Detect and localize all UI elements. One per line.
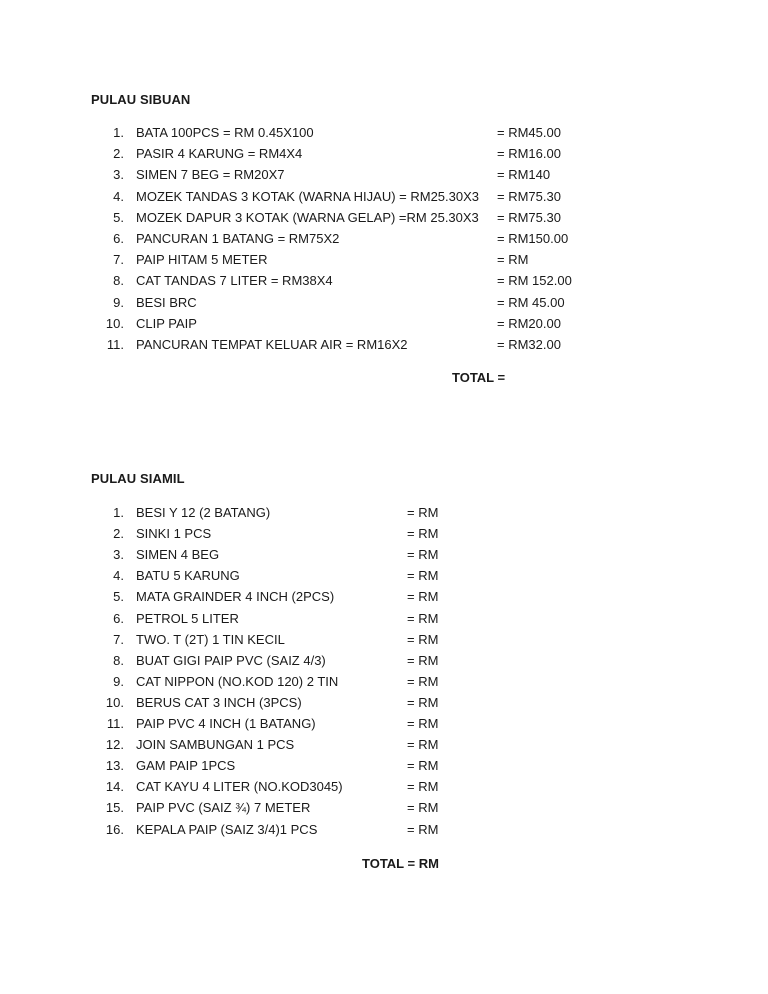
item-description: SINKI 1 PCS bbox=[136, 526, 212, 542]
item-amount: = RM bbox=[407, 800, 439, 816]
item-number: 7. bbox=[113, 252, 124, 268]
section-heading-pulau-sibuan: PULAU SIBUAN bbox=[91, 92, 191, 107]
item-description: PAIP PVC (SAIZ ¾) 7 METER bbox=[136, 800, 311, 816]
item-description: PAIP HITAM 5 METER bbox=[136, 252, 268, 268]
item-description: MOZEK DAPUR 3 KOTAK (WARNA GELAP) =RM 25.30X3 bbox=[136, 209, 479, 225]
item-description: BERUS CAT 3 INCH (3PCS) bbox=[136, 694, 302, 710]
list-item bbox=[0, 798, 768, 818]
item-number: 13. bbox=[105, 758, 124, 774]
item-description: CAT TANDAS 7 LITER = RM38X4 bbox=[136, 273, 333, 289]
item-number: 10. bbox=[105, 694, 124, 710]
item-description: MATA GRAINDER 4 INCH (2PCS) bbox=[136, 589, 335, 605]
item-description: SIMEN 7 BEG = RM20X7 bbox=[136, 167, 285, 183]
list-item bbox=[0, 293, 768, 313]
item-description: CAT NIPPON (NO.KOD 120) 2 TIN bbox=[136, 673, 339, 689]
list-item bbox=[0, 735, 768, 755]
item-number: 12. bbox=[105, 737, 124, 753]
item-number: 7. bbox=[113, 631, 124, 647]
item-number: 3. bbox=[113, 547, 124, 563]
item-amount: = RM bbox=[407, 547, 439, 563]
list-item bbox=[0, 651, 768, 671]
list-item bbox=[0, 123, 768, 143]
item-description: JOIN SAMBUNGAN 1 PCS bbox=[136, 737, 295, 753]
item-amount: = RM bbox=[407, 673, 439, 689]
item-amount: = RM bbox=[407, 694, 439, 710]
item-amount: = RM bbox=[407, 737, 439, 753]
item-description: TWO. T (2T) 1 TIN KECIL bbox=[136, 631, 285, 647]
item-number: 9. bbox=[113, 673, 124, 689]
list-item bbox=[0, 165, 768, 185]
item-number: 5. bbox=[113, 589, 124, 605]
list-item bbox=[0, 314, 768, 334]
item-description: BESI Y 12 (2 BATANG) bbox=[136, 505, 271, 520]
item-amount: = RM bbox=[407, 758, 439, 774]
item-description: PAIP PVC 4 INCH (1 BATANG) bbox=[136, 716, 316, 731]
item-number: 16. bbox=[105, 821, 124, 837]
item-number: 2. bbox=[113, 146, 124, 162]
list-item bbox=[0, 335, 768, 355]
item-amount: = RM bbox=[407, 568, 439, 584]
list-item bbox=[0, 672, 768, 692]
item-amount: = RM75.30 bbox=[497, 188, 561, 204]
item-number: 5. bbox=[113, 209, 124, 225]
item-description: MOZEK TANDAS 3 KOTAK (WARNA HIJAU) = RM25.30X3 bbox=[136, 188, 480, 204]
item-number: 8. bbox=[113, 273, 124, 289]
item-amount: = RM20.00 bbox=[497, 315, 561, 331]
item-number: 8. bbox=[113, 652, 124, 668]
item-description: PETROL 5 LITER bbox=[136, 610, 239, 626]
list-item bbox=[0, 714, 768, 734]
item-number: 1. bbox=[113, 125, 124, 140]
item-amount: = RM 152.00 bbox=[497, 273, 572, 289]
list-item bbox=[0, 524, 768, 544]
list-item bbox=[0, 271, 768, 291]
item-amount: = RM bbox=[407, 589, 439, 605]
item-description: SIMEN 4 BEG bbox=[136, 547, 220, 563]
item-number: 1. bbox=[113, 505, 124, 520]
item-description: PASIR 4 KARUNG = RM4X4 bbox=[136, 146, 303, 162]
item-amount: = RM bbox=[407, 631, 439, 647]
item-number: 3. bbox=[113, 167, 124, 183]
item-amount: = RM45.00 bbox=[497, 125, 561, 140]
item-amount: = RM bbox=[497, 252, 529, 268]
list-item bbox=[0, 609, 768, 629]
list-item bbox=[0, 566, 768, 586]
item-description: PANCURAN TEMPAT KELUAR AIR = RM16X2 bbox=[136, 337, 408, 352]
item-number: 4. bbox=[113, 568, 124, 584]
item-description: BATU 5 KARUNG bbox=[136, 568, 240, 584]
list-item bbox=[0, 587, 768, 607]
item-number: 11. bbox=[106, 716, 124, 731]
item-description: CLIP PAIP bbox=[136, 315, 197, 331]
list-item bbox=[0, 630, 768, 650]
item-number: 15. bbox=[105, 800, 124, 816]
item-number: 11. bbox=[106, 337, 124, 352]
item-description: KEPALA PAIP (SAIZ 3/4)1 PCS bbox=[136, 821, 318, 837]
item-description: PANCURAN 1 BATANG = RM75X2 bbox=[136, 231, 340, 246]
item-number: 14. bbox=[105, 779, 124, 795]
list-item bbox=[0, 545, 768, 565]
item-amount: = RM bbox=[407, 610, 439, 626]
item-number: 9. bbox=[113, 294, 124, 310]
list-item bbox=[0, 250, 768, 270]
total-label-pulau-siamil: TOTAL = RM bbox=[362, 856, 439, 871]
item-number: 10. bbox=[105, 315, 124, 331]
item-description: BESI BRC bbox=[136, 294, 197, 310]
item-number: 4. bbox=[113, 188, 124, 204]
item-amount: = RM 45.00 bbox=[497, 294, 565, 310]
item-amount: = RM140 bbox=[497, 167, 551, 183]
section-heading-pulau-siamil: PULAU SIAMIL bbox=[91, 471, 185, 486]
item-amount: = RM bbox=[407, 779, 439, 795]
list-item bbox=[0, 503, 768, 523]
item-amount: = RM bbox=[407, 821, 439, 837]
item-amount: = RM bbox=[407, 716, 439, 731]
item-amount: = RM32.00 bbox=[497, 337, 561, 352]
list-item bbox=[0, 820, 768, 840]
item-description: BATA 100PCS = RM 0.45X100 bbox=[136, 125, 314, 140]
list-item bbox=[0, 777, 768, 797]
list-item bbox=[0, 229, 768, 249]
item-amount: = RM75.30 bbox=[497, 209, 561, 225]
item-amount: = RM bbox=[407, 505, 439, 520]
item-amount: = RM16.00 bbox=[497, 146, 561, 162]
list-item bbox=[0, 187, 768, 207]
list-item bbox=[0, 756, 768, 776]
list-item bbox=[0, 144, 768, 164]
total-label-pulau-sibuan: TOTAL = bbox=[452, 370, 506, 385]
item-amount: = RM bbox=[407, 526, 439, 542]
item-number: 6. bbox=[113, 231, 124, 246]
item-amount: = RM bbox=[407, 652, 439, 668]
list-item bbox=[0, 693, 768, 713]
item-description: GAM PAIP 1PCS bbox=[136, 758, 236, 774]
item-number: 2. bbox=[113, 526, 124, 542]
item-description: CAT KAYU 4 LITER (NO.KOD3045) bbox=[136, 779, 343, 795]
item-description: BUAT GIGI PAIP PVC (SAIZ 4/3) bbox=[136, 652, 326, 668]
list-item bbox=[0, 208, 768, 228]
item-amount: = RM150.00 bbox=[497, 231, 569, 246]
item-number: 6. bbox=[113, 610, 124, 626]
